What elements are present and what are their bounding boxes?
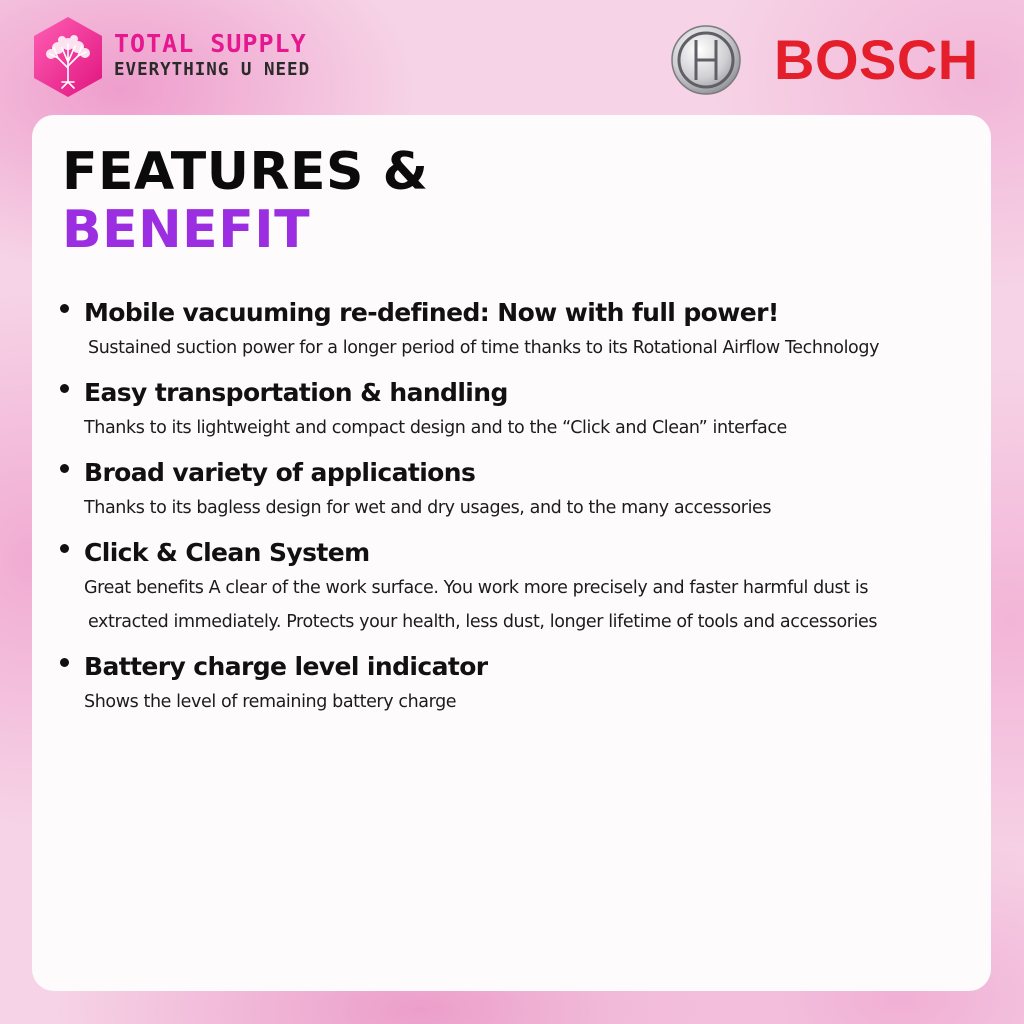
features-card <box>32 115 991 991</box>
feature-description: Shows the level of remaining battery charge <box>84 692 457 712</box>
feature-title: Broad variety of applications <box>84 458 476 487</box>
tree-icon <box>32 16 104 98</box>
bosch-armature-icon <box>670 24 742 96</box>
bullet-icon <box>60 464 69 473</box>
title-line-2: BENEFIT <box>62 200 311 260</box>
bosch-logo-text: BOSCH <box>774 28 979 91</box>
feature-description: Thanks to its bagless design for wet and dry usages, and to the many accessories <box>84 498 772 518</box>
list-item <box>56 455 976 525</box>
feature-title: Mobile vacuuming re-defined: Now with full power! <box>84 298 779 327</box>
title-line-1: FEATURES & <box>62 142 429 202</box>
brand-tagline: EVERYTHING U NEED <box>114 60 311 80</box>
feature-description: Great benefits A clear of the work surface. You work more precisely and faster harmful dust is <box>84 578 869 598</box>
page-title <box>62 143 428 259</box>
brand-name: TOTAL SUPPLY <box>114 29 307 58</box>
list-item <box>56 535 976 639</box>
list-item <box>56 649 976 719</box>
header <box>0 0 1024 112</box>
brand-text <box>114 30 310 82</box>
feature-description: extracted immediately. Protects your health, less dust, longer lifetime of tools and accessories <box>88 612 878 632</box>
list-item <box>56 295 976 365</box>
feature-description: Sustained suction power for a longer period of time thanks to its Rotational Airflow Technology <box>88 338 880 358</box>
feature-title: Battery charge level indicator <box>84 652 488 681</box>
bullet-icon <box>60 544 69 553</box>
feature-title: Click & Clean System <box>84 538 370 567</box>
feature-description: Thanks to its lightweight and compact design and to the “Click and Clean” interface <box>84 418 787 438</box>
list-item <box>56 375 976 445</box>
bullet-icon <box>60 658 69 667</box>
feature-title: Easy transportation & handling <box>84 378 508 407</box>
bullet-icon <box>60 304 69 313</box>
feature-list <box>56 295 976 729</box>
bullet-icon <box>60 384 69 393</box>
